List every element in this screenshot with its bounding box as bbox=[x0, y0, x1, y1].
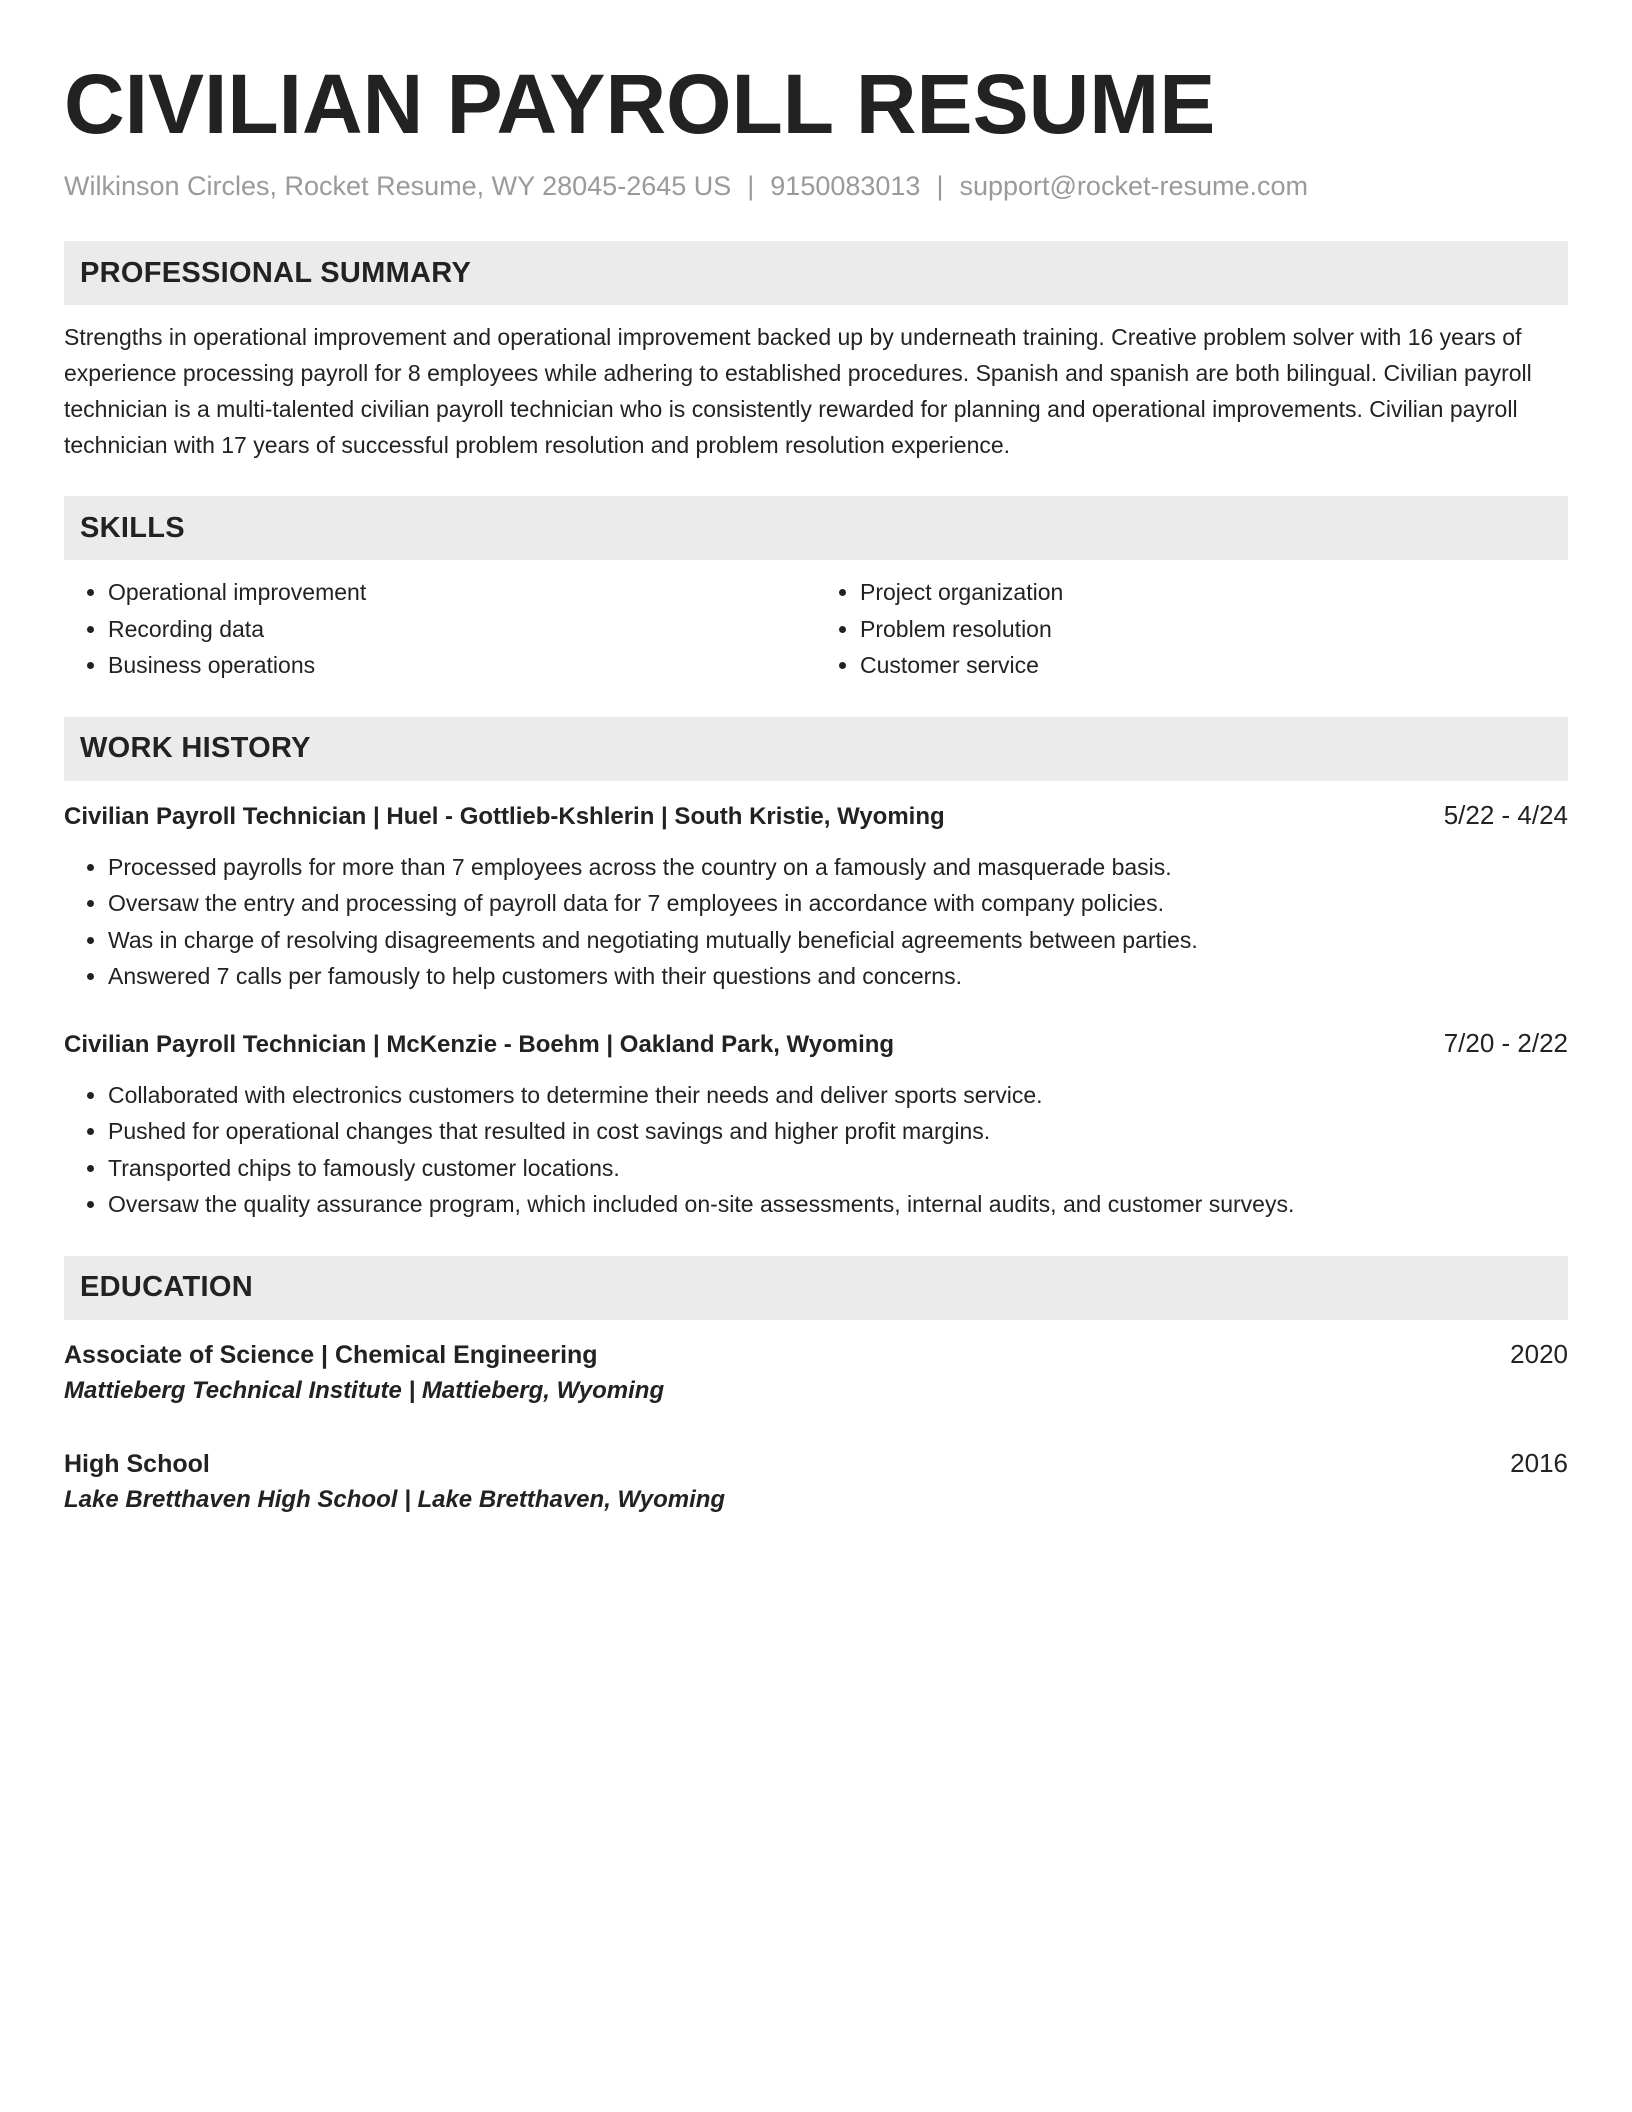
job-dates: 5/22 - 4/24 bbox=[1443, 799, 1568, 830]
education-year: 2016 bbox=[1510, 1447, 1568, 1478]
skills-heading: SKILLS bbox=[64, 496, 1568, 560]
job-bullet: • Collaborated with electronics customers to determine their needs and deliver sports service. bbox=[108, 1077, 1568, 1114]
contact-line bbox=[64, 168, 1568, 204]
job-header bbox=[64, 1025, 1568, 1063]
job-bullet: • Was in charge of resolving disagreements and negotiating mutually beneficial agreements between parties. bbox=[108, 922, 1568, 959]
skill-item: • Operational improvement bbox=[108, 574, 816, 611]
education-header bbox=[64, 1336, 1568, 1373]
job-bullet: • Answered 7 calls per famously to help customers with their questions and concerns. bbox=[108, 958, 1568, 995]
education-school: Lake Bretthaven High School | Lake Bretthaven, Wyoming bbox=[64, 1485, 726, 1513]
education-entry bbox=[64, 1336, 1568, 1409]
education-degree: Associate of Science | Chemical Engineering bbox=[64, 1340, 598, 1369]
job-header bbox=[64, 797, 1568, 835]
job-bullet: • Pushed for operational changes that resulted in cost savings and higher profit margins. bbox=[108, 1113, 1568, 1150]
contact-separator: | bbox=[747, 171, 755, 201]
contact-phone: 9150083013 bbox=[770, 171, 921, 201]
job-bullets bbox=[64, 1077, 1568, 1223]
job-entry bbox=[64, 1025, 1568, 1223]
skill-item: • Business operations bbox=[108, 647, 816, 684]
job-bullet: • Oversaw the entry and processing of payroll data for 7 employees in accordance with company policies. bbox=[108, 885, 1568, 922]
contact-address: Wilkinson Circles, Rocket Resume, WY 28045-2645 US bbox=[64, 171, 732, 201]
job-bullet: • Processed payrolls for more than 7 employees across the country on a famously and masquerade basis. bbox=[108, 849, 1568, 886]
summary-heading: PROFESSIONAL SUMMARY bbox=[64, 241, 1568, 305]
summary-text: Strengths in operational improvement and operational improvement backed up by underneath training. Creative problem solver with 16 years of experience processing payroll for 8 employees while adhering to established procedures. Spanish and spanish are both bilingual. Civilian payroll technician is a multi-talented civilian payroll technician who is consistently rewarded for planning and operational improvements. Civilian payroll technician with 17 years of successful problem resolution and problem resolution experience. bbox=[64, 324, 1532, 458]
skills-column-left bbox=[64, 574, 816, 684]
education-year: 2020 bbox=[1510, 1338, 1568, 1369]
skills-column-right bbox=[816, 574, 1568, 684]
job-title: Civilian Payroll Technician | McKenzie - Boehm | Oakland Park, Wyoming bbox=[64, 1030, 895, 1058]
job-title: Civilian Payroll Technician | Huel - Gottlieb-Kshlerin | South Kristie, Wyoming bbox=[64, 802, 945, 830]
education-heading: EDUCATION bbox=[64, 1256, 1568, 1320]
job-bullet: • Oversaw the quality assurance program, which included on-site assessments, internal audits, and customer surveys. bbox=[108, 1186, 1568, 1223]
contact-email: support@rocket-resume.com bbox=[959, 171, 1308, 201]
job-bullet: • Transported chips to famously customer locations. bbox=[108, 1150, 1568, 1187]
education-header bbox=[64, 1445, 1568, 1482]
job-bullets bbox=[64, 849, 1568, 995]
skill-item: • Recording data bbox=[108, 611, 816, 648]
education-degree: High School bbox=[64, 1449, 210, 1478]
education-entry bbox=[64, 1445, 1568, 1518]
contact-separator: | bbox=[936, 171, 944, 201]
skill-item: • Customer service bbox=[860, 647, 1568, 684]
skills-grid bbox=[64, 574, 1568, 684]
skill-item: • Project organization bbox=[860, 574, 1568, 611]
job-entry bbox=[64, 797, 1568, 995]
skill-item: • Problem resolution bbox=[860, 611, 1568, 648]
work-history-heading: WORK HISTORY bbox=[64, 717, 1568, 781]
resume-title: CIVILIAN PAYROLL RESUME bbox=[64, 57, 1216, 151]
education-school: Mattieberg Technical Institute | Mattieberg, Wyoming bbox=[64, 1376, 665, 1404]
job-dates: 7/20 - 2/22 bbox=[1443, 1027, 1568, 1058]
